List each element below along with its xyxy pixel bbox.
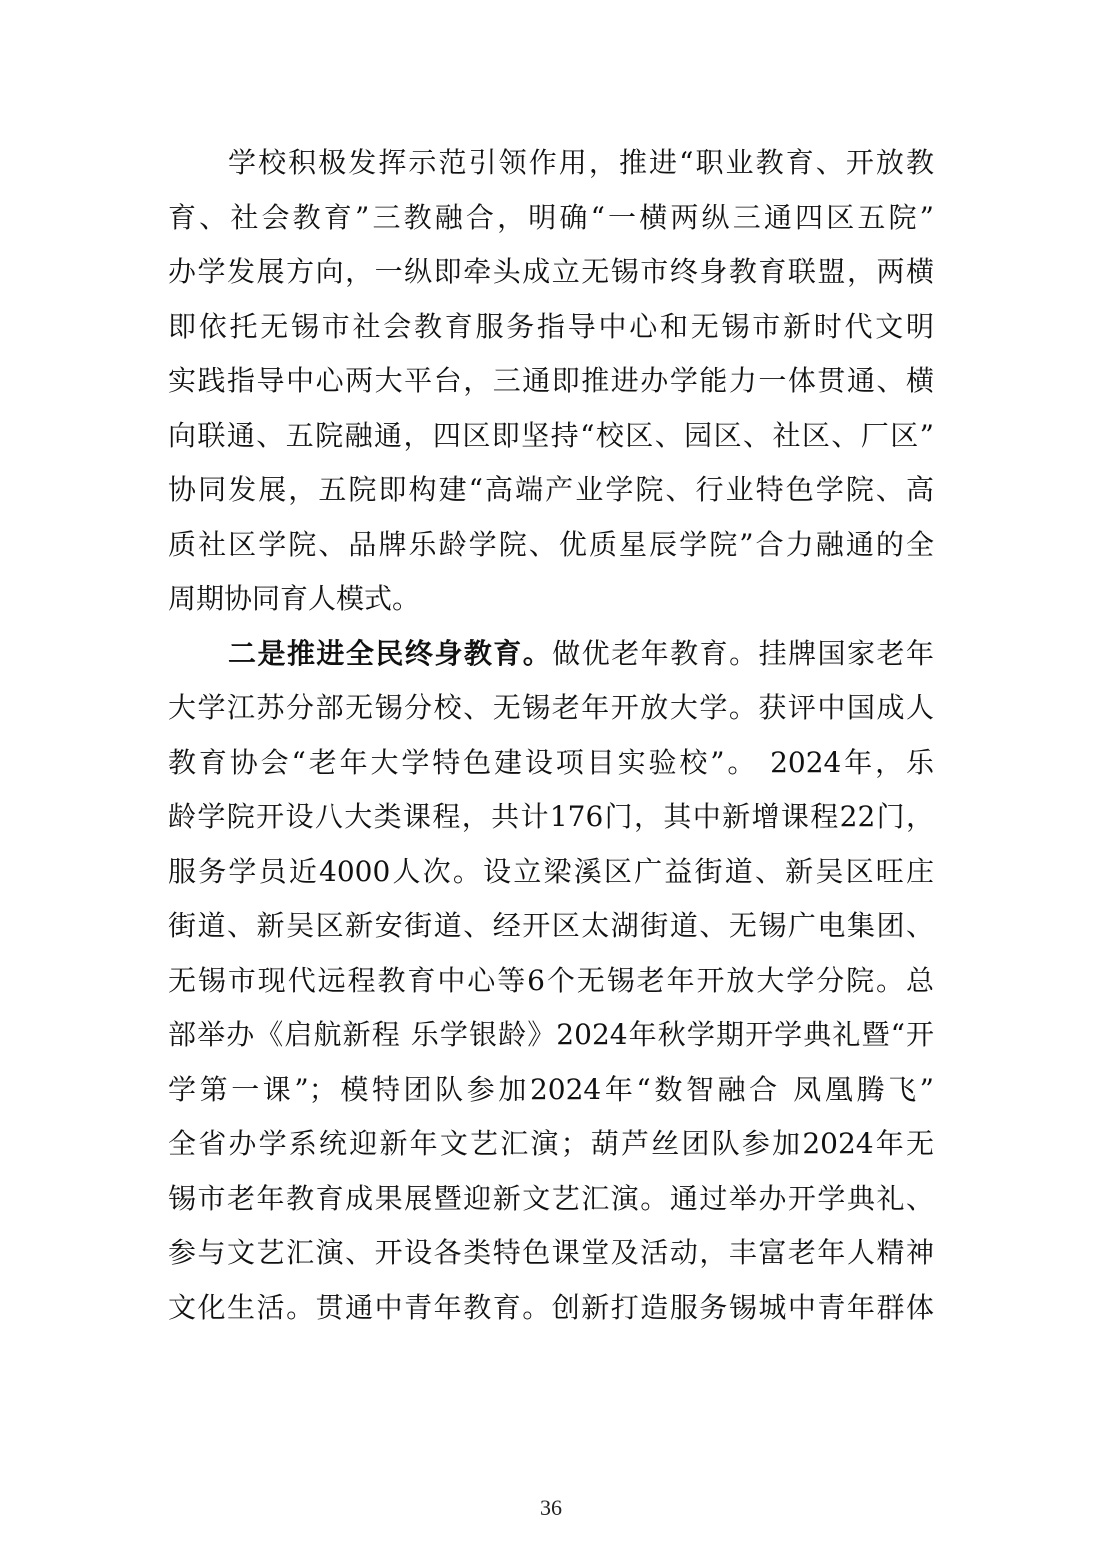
- text-line: 参与文艺汇演、开设各类特色课堂及活动，丰富老年人精神: [168, 1236, 934, 1269]
- text-line: [168, 627, 934, 682]
- text-line: 学校积极发挥示范引领作用，推进“职业教育、开放教: [228, 146, 934, 179]
- body-text: [168, 136, 934, 1335]
- text-line: 育、社会教育”三教融合，明确“一横两纵三通四区五院”: [168, 200, 934, 234]
- text-line: 学第一课”；模特团队参加2024年“数智融合 凤凰腾飞”: [168, 1072, 934, 1106]
- paragraph-1: [168, 136, 934, 627]
- text-line: 文化生活。贯通中青年教育。创新打造服务锡城中青年群体: [168, 1290, 934, 1324]
- text-line: 教育协会“老年大学特色建设项目实验校”。 2024年，乐: [168, 745, 934, 779]
- text-line: 办学发展方向，一纵即牵头成立无锡市终身教育联盟，两横: [168, 255, 934, 288]
- text-line: 向联通、五院融通，四区即坚持“校区、园区、社区、厂区”: [168, 418, 934, 452]
- text-line: 无锡市现代远程教育中心等6个无锡老年开放大学分院。总: [168, 963, 934, 997]
- text-line: 服务学员近4000人次。设立梁溪区广益街道、新吴区旺庄: [168, 854, 934, 888]
- page-number: 36: [540, 1495, 562, 1520]
- paragraph-2: [168, 627, 934, 1336]
- text-line: 实践指导中心两大平台，三通即推进办学能力一体贯通、横: [168, 364, 934, 397]
- text-line: 大学江苏分部无锡分校、无锡老年开放大学。获评中国成人: [168, 691, 934, 724]
- text-line-rest: 做优老年教育。挂牌国家老年: [552, 636, 934, 670]
- text-line: 龄学院开设八大类课程，共计176门，其中新增课程22门，: [168, 800, 934, 833]
- text-line: 周期协同育人模式。: [168, 582, 421, 615]
- text-line: 即依托无锡市社会教育服务指导中心和无锡市新时代文明: [168, 309, 934, 343]
- text-line: 协同发展，五院即构建“高端产业学院、行业特色学院、高: [168, 473, 934, 506]
- text-line: 全省办学系统迎新年文艺汇演；葫芦丝团队参加2024年无: [168, 1127, 934, 1160]
- text-line: 质社区学院、品牌乐龄学院、优质星辰学院”合力融通的全: [168, 527, 934, 561]
- text-line: 部举办《启航新程 乐学银龄》2024年秋学期开学典礼暨“开: [168, 1018, 934, 1051]
- section-heading: 二是推进全民终身教育。: [228, 636, 553, 670]
- text-line: 街道、新吴区新安街道、经开区太湖街道、无锡广电集团、: [168, 909, 934, 942]
- text-line: 锡市老年教育成果展暨迎新文艺汇演。通过举办开学典礼、: [168, 1181, 934, 1215]
